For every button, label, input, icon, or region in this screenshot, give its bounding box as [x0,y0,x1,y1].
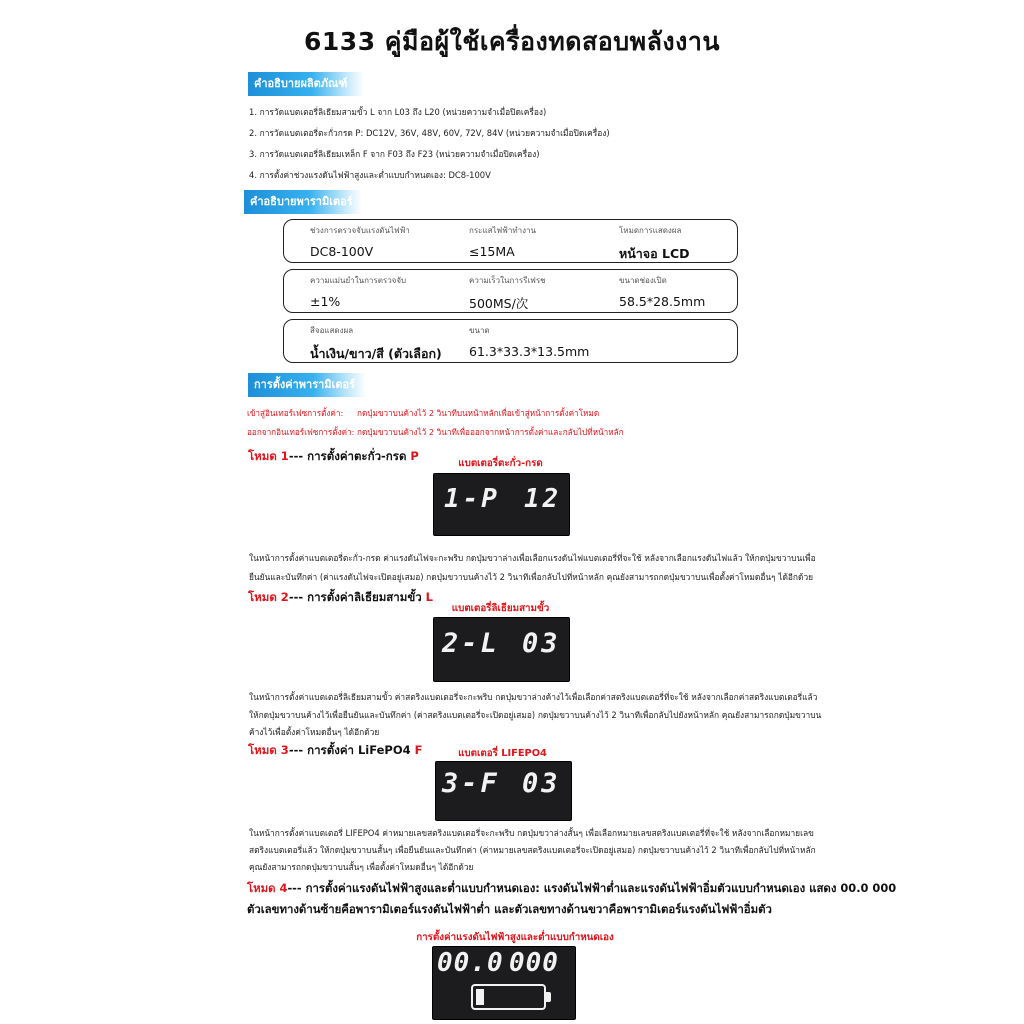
mode-number: โหมด 3 [248,743,289,757]
lcd-left-digits: 3-F [442,768,500,799]
param-cell [469,274,546,312]
param-cell [619,274,705,309]
mode-number: โหมด 1 [248,449,289,463]
section-header-product: คำอธิบายผลิตภัณฑ์ [248,72,364,96]
param-label: ขนาด [469,326,490,335]
mode-2-title [248,589,433,607]
param-value: DC8-100V [310,244,374,259]
mode-4-caption: การตั้งค่าแรงดันไฟฟ้าสูงและต่ำแบบกำหนดเอง [416,932,614,943]
battery-terminal [546,992,551,1002]
mode-code: L [425,590,433,604]
battery-icon [471,984,546,1010]
param-cell [310,324,442,364]
param-label: ความเร็วในการรีเฟรช [469,276,546,285]
exit-settings-text: กดปุ่มขวาบนค้างไว้ 2 วินาทีเพื่อออกจากหน้าการตั้งค่าและกลับไปที่หน้าหลัก [357,427,624,437]
lcd-right-digits: 03 [522,768,561,799]
mode-3-desc-line: สตริงแบตเตอรี่แล้ว ให้กดปุ่มขวาบนสั้นๆ เพื่อยืนยันและบันทึกค่า (ค่าหมายเลขสตริงแบตเตอรี่จะเปิดอยู่เสมอ) กดปุ่มขวาบนค้างไว้ 2 วินาทีเพื่อกลับไปที่หน้าหลัก [249,845,816,855]
mode-3-caption: แบตเตอรี่ LIFEPO4 [458,748,547,759]
param-box-2 [283,269,738,313]
param-box-3 [283,319,738,363]
mode-number: โหมด 2 [248,590,289,604]
product-line-1: 1. การวัดแบตเตอรี่ลิเธียมสามขั้ว L จาก L03 ถึง L20 (หน่วยความจำเมื่อปิดเครื่อง) [249,107,547,117]
mode-1-desc-line: ในหน้าการตั้งค่าแบตเตอรี่ตะกั่ว-กรด ค่าแรงดันไฟจะกะพริบ กดปุ่มขวาล่างเพื่อเลือกแรงดันไฟแบตเตอรี่ที่จะใช้ หลังจากเลือกแรงดันไฟแล้ว ให้กดปุ่มขวาบนเพื่อ [249,553,816,563]
mode-2-desc-line: ให้กดปุ่มขวาบนค้างไว้เพื่อยืนยันและบันทึกค่า (ค่าสตริงแบตเตอรี่จะเปิดอยู่เสมอ) กดปุ่มขวาบนค้างไว้ 2 วินาทีเพื่อกลับไปยังหน้าหลัก คุณยังสามารถกดปุ่มขวาบน [249,710,822,720]
mode-4-line-2: ตัวเลขทางด้านซ้ายคือพารามิเตอร์แรงดันไฟฟ้าต่ำ และตัวเลขทางด้านขวาคือพารามิเตอร์แรงดันไฟฟ้าอิ่มตัว [247,902,772,916]
lcd-display-mode-2 [433,617,570,682]
param-cell [310,224,410,259]
param-label: สีจอแสดงผล [310,326,354,335]
lcd-left-digits: 00.0 [437,948,504,978]
lcd-display-mode-1 [433,473,570,536]
section-header-settings: การตั้งค่าพารามิเตอร์ [248,373,366,397]
param-value: น้ำเงิน/ขาว/สี (ตัวเลือก) [310,346,442,361]
mode-2-caption: แบตเตอรี่ลิเธียมสามขั้ว [451,603,550,614]
mode-2-desc-line: ในหน้าการตั้งค่าแบตเตอรี่ลิเธียมสามขั้ว ค่าสตริงแบตเตอรี่จะกะพริบ กดปุ่มขวาล่างค้างไว้เพื่อเลือกค่าสตริงแบตเตอรี่ที่จะใช้ หลังจากเลือกค่าสตริงแบตเตอรี่แล้ว [249,692,818,702]
lcd-display-mode-4 [432,946,576,1020]
product-line-4: 4. การตั้งค่าช่วงแรงดันไฟฟ้าสูงและต่ำแบบกำหนดเอง: DC8-100V [249,170,491,180]
mode-number: โหมด 4 [247,881,288,895]
product-line-3: 3. การวัดแบตเตอรี่ลิเธียมเหล็ก F จาก F03 ถึง F23 (หน่วยความจำเมื่อปิดเครื่อง) [249,149,540,159]
param-cell [310,274,406,309]
mode-title-text: --- การตั้งค่าตะกั่ว-กรด [288,449,411,463]
mode-title-text: --- การตั้งค่า LiFePO4 [288,743,415,757]
param-label: ช่วงการตรวจจับแรงดันไฟฟ้า [310,226,410,235]
param-value: ≤15MA [469,244,515,259]
lcd-right-digits: 03 [522,628,561,659]
mode-2-desc-line: ค้างไว้เพื่อตั้งค่าโหมดอื่นๆ ได้อีกด้วย [249,727,380,737]
param-box-1 [283,219,738,263]
enter-settings-text: กดปุ่มขวาบนค้างไว้ 2 วินาทีบนหน้าหลักเพื่อเข้าสู่หน้าการตั้งค่าโหมด [357,408,600,418]
param-value: 58.5*28.5mm [619,294,706,309]
param-value: ±1% [310,294,341,309]
exit-settings-label: ออกจากอินเทอร์เฟซการตั้งค่า: [247,427,355,437]
mode-1-desc-line: ยืนยันและบันทึกค่า (ค่าแรงดันไฟจะเปิดอยู่เสมอ) กดปุ่มขวาบนค้างไว้ 2 วินาทีเพื่อกลับไปที่หน้าหลัก คุณยังสามารถกดปุ่มขวาบนเพื่อตั้งค่าโหมดอื่นๆ ได้อีกด้วย [249,572,814,582]
mode-3-desc-line: คุณยังสามารถกดปุ่มขวาบนสั้นๆ เพื่อตั้งค่าโหมดอื่นๆ ได้อีกด้วย [249,862,474,872]
mode-1-title [248,448,419,466]
mode-title-text: --- การตั้งค่าลิเธียมสามขั้ว [288,590,426,604]
param-cell [619,224,690,264]
lcd-left-digits: 1-P [444,484,500,514]
param-value: หน้าจอ LCD [619,246,690,261]
param-cell [469,224,536,259]
mode-4-line-1: --- การตั้งค่าแรงดันไฟฟ้าสูงและต่ำแบบกำหนดเอง: แรงดันไฟฟ้าต่ำและแรงดันไฟฟ้าอิ่มตัวแบบกำหนดเอง แสดง 00.0 000 [287,881,897,895]
mode-1-caption: แบตเตอรี่ตะกั่ว-กรด [458,458,543,469]
enter-settings-label: เข้าสู่อินเทอร์เฟซการตั้งค่า: [247,408,344,418]
mode-3-title [248,742,423,760]
mode-code: F [414,743,423,757]
mode-3-desc-line: ในหน้าการตั้งค่าแบตเตอรี่ LIFEPO4 ค่าหมายเลขสตริงแบตเตอรี่จะกะพริบ กดปุ่มขวาล่างสั้นๆ เพื่อเลือกหมายเลขสตริงแบตเตอรี่ที่จะใช้ หลังจากเลือกหมายเลข [249,828,814,838]
param-label: โหมดการแสดงผล [619,226,682,235]
mode-code: P [410,449,419,463]
param-label: ความแม่นยำในการตรวจจับ [310,276,407,285]
lcd-left-digits: 2-L [442,628,500,659]
param-cell [469,324,589,359]
param-label: กระแสไฟฟ้าทำงาน [469,226,536,235]
param-label: ขนาดช่องเปิด [619,276,667,285]
section-header-params: คำอธิบายพารามิเตอร์ [244,190,362,214]
lcd-display-mode-3 [435,761,572,821]
product-line-2: 2. การวัดแบตเตอรี่ตะกั่วกรด P: DC12V, 36V, 48V, 60V, 72V, 84V (หน่วยความจำเมื่อปิดเครื่อง) [249,128,610,138]
param-value: 61.3*33.3*13.5mm [469,344,590,359]
param-value: 500MS/次 [469,296,529,311]
battery-fill [476,989,484,1005]
page-title: 6133 คู่มือผู้ใช้เครื่องทดสอบพลังงาน [304,27,720,56]
mode-4-title [247,880,896,898]
lcd-right-digits: 000 [509,948,559,978]
lcd-right-digits: 12 [524,484,562,514]
